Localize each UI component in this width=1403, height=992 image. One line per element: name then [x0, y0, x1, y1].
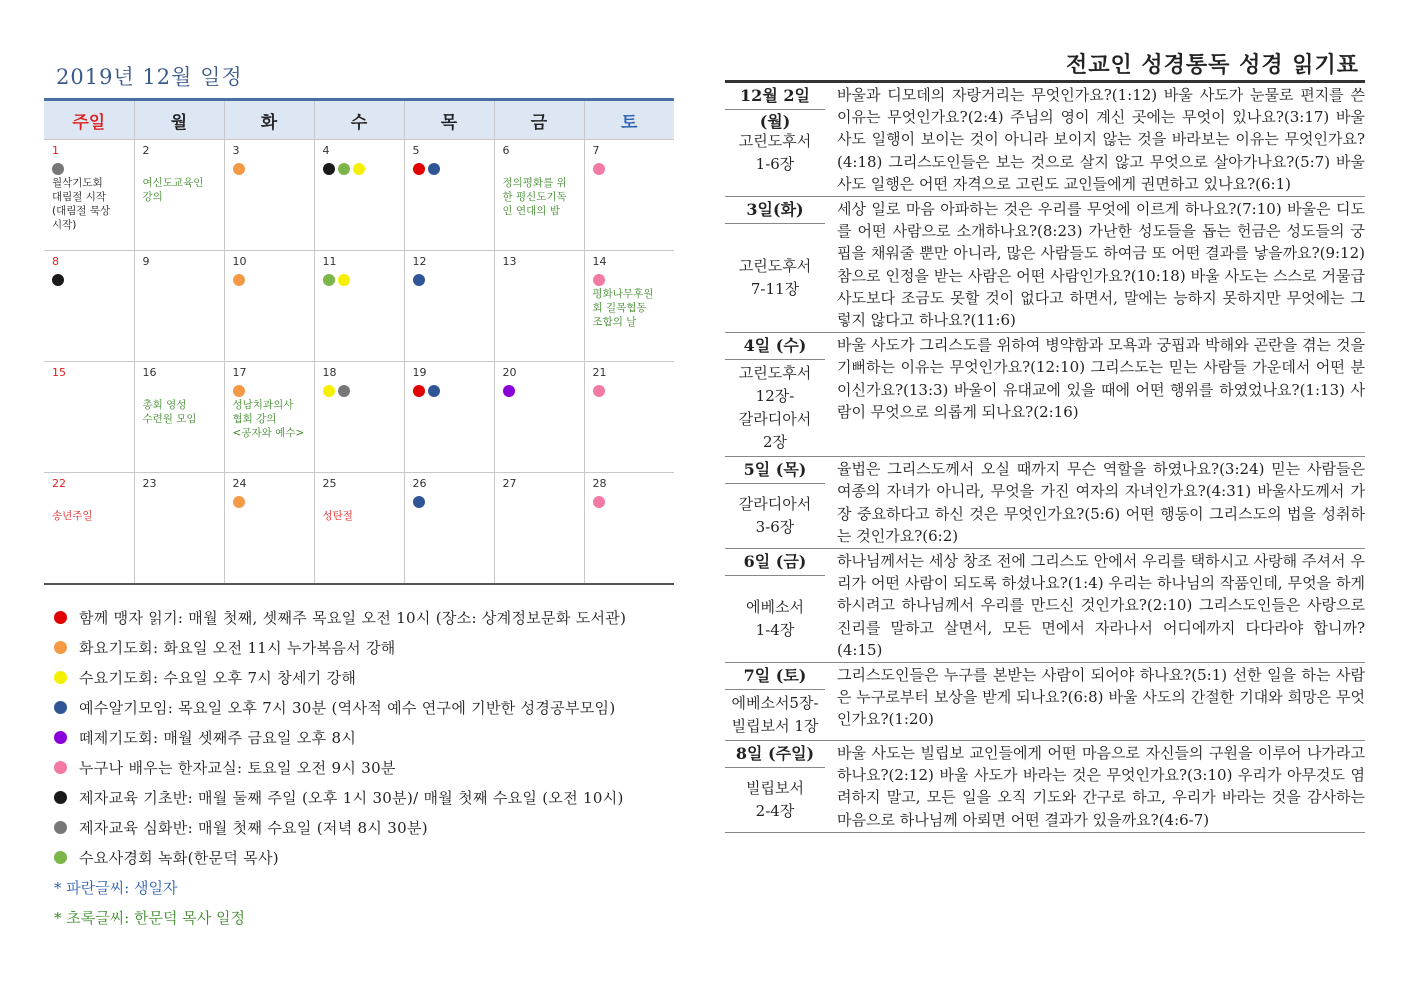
- day-number: 1: [52, 144, 59, 157]
- event-dot-purple: [503, 385, 515, 397]
- reading-entry-left: [725, 197, 825, 332]
- legend: [44, 603, 674, 933]
- calendar-day-cell: [314, 362, 404, 473]
- legend-item: [54, 663, 674, 693]
- calendar-day-cell: [404, 362, 494, 473]
- event-dots: [233, 493, 306, 507]
- day-number: 21: [592, 366, 607, 379]
- day-number: 19: [412, 366, 427, 379]
- legend-item: [54, 633, 674, 663]
- calendar-section: [44, 56, 674, 933]
- event-dots: [143, 271, 216, 285]
- reading-entry-left: [725, 457, 825, 548]
- legend-item: [54, 813, 674, 843]
- event-dots: [503, 382, 576, 396]
- calendar-week-row: [44, 362, 674, 473]
- weekday-header: 화: [224, 100, 314, 140]
- calendar-day-cell: [134, 473, 224, 584]
- event-dots: [323, 493, 396, 507]
- event-dot-pink: [593, 385, 605, 397]
- event-dots: [323, 160, 396, 174]
- calendar-day-cell: [224, 140, 314, 251]
- event-dot-pink: [593, 496, 605, 508]
- calendar-day-cell: [314, 140, 404, 251]
- legend-text: 떼제기도회: 매월 셋째주 금요일 오후 8시: [79, 729, 357, 747]
- legend-text: 예수알기모임: 목요일 오후 7시 30분 (역사적 예수 연구에 기반한 성경공부모임): [79, 699, 616, 717]
- calendar-day-cell: [224, 362, 314, 473]
- reading-questions: 세상 일로 마음 아파하는 것은 우리를 무엇에 이르게 하나요?(7:10) 바울은 디도를 어떤 사람으로 소개하나요?(8:23) 가난한 성도들을 돕는 헌금은 성도들의 궁핍을 채워줄 뿐만 아니라, 많은 사람들도 하여금 또 어떤 결과를 낳을까요?(9:12) 참으로 인정을 받는 사람은 어떤 사람인가요?(10:18) 바울 사도는 스스로 거물급 사도보다 조금도 못할 것이 없다고 하면서, 말에는 능하지 못하지만 무엇에는 그렇지 않다고 하나요?(11:6): [837, 200, 1365, 330]
- calendar-day-cell: [44, 473, 134, 584]
- reading-questions: 하나님께서는 세상 창조 전에 그리스도 안에서 우리를 택하시고 사랑해 주셔서 우리가 어떤 사람이 되도록 하셨나요?(1:4) 우리는 하나님의 작품인데, 무엇을 하게 하시려고 하나님께서 우리를 만드신 것인가요?(2:10) 그리스도인들은 사랑으로 진리를 말하고 살면서, 모든 면에서 자라나서 어디에까지 다다라야 합니까?(4:15): [837, 552, 1365, 659]
- calendar-day-cell: [584, 251, 674, 362]
- legend-text: 함께 맹자 읽기: 매월 첫째, 셋째주 목요일 오전 10시 (장소: 상계정보문화 도서관): [79, 609, 627, 627]
- weekday-header: 주일: [44, 100, 134, 140]
- calendar-day-cell: [494, 362, 584, 473]
- day-number: 13: [502, 255, 517, 268]
- legend-text: 화요기도회: 화요일 오전 11시 누가복음서 강해: [79, 639, 396, 657]
- day-number: 6: [502, 144, 510, 157]
- event-dots: [593, 493, 667, 507]
- calendar-body: [44, 140, 674, 584]
- calendar-day-cell: [134, 362, 224, 473]
- reading-entry-left: [725, 549, 825, 662]
- reading-entry: [725, 457, 1365, 549]
- event-dots: [593, 271, 667, 285]
- event-dots: [233, 160, 306, 174]
- legend-item: [54, 843, 674, 873]
- day-number: 7: [592, 144, 600, 157]
- weekday-header-row: [44, 100, 674, 140]
- legend-item: [54, 603, 674, 633]
- day-number: 5: [412, 144, 420, 157]
- reading-questions: 율법은 그리스도께서 오실 때까지 무슨 역할을 하였나요?(3:24) 믿는 사람들은 여종의 자녀가 아니라, 무엇을 가진 여자의 자녀인가요?(4:31) 바울사도께서 가장 중요하다고 하신 것은 무엇인가요?(5:6) 어떤 행동이 그리스도의 법을 성취하는 것인가요?(6:2): [837, 460, 1365, 545]
- day-number: 8: [52, 255, 59, 268]
- day-note: 송년주일: [52, 510, 93, 522]
- calendar-day-cell: [404, 140, 494, 251]
- event-dots: [52, 493, 126, 507]
- day-number: 3: [232, 144, 240, 157]
- event-dots: [143, 382, 216, 396]
- reading-title: 전교인 성경통독 성경 읽기표: [725, 50, 1365, 83]
- legend-dot-green: [54, 851, 67, 864]
- weekday-header: 수: [314, 100, 404, 140]
- event-dot-blue: [413, 274, 425, 286]
- calendar-day-cell: [404, 251, 494, 362]
- reading-date: 5일 (목): [725, 457, 825, 484]
- event-dots: [503, 493, 576, 507]
- event-dot-green: [323, 274, 335, 286]
- day-number: 17: [232, 366, 247, 379]
- calendar-day-cell: [44, 251, 134, 362]
- event-dot-black: [52, 274, 64, 286]
- reading-questions: 바울 사도가 그리스도를 위하여 병약함과 모욕과 궁핍과 박해와 곤란을 겪는 것을 기뻐하는 이유는 무엇인가요?(12:10) 그리스도는 믿는 사람들 가운데서 어떤 분이신가요?(13:3) 바울이 유대교에 있을 때에 어떤 행위를 하였었나요?(1:13) 사람이 무엇으로 의롭게 되나요?(2:16): [837, 336, 1365, 421]
- legend-note: * 파란글씨: 생일자: [54, 878, 178, 897]
- reading-entry: [725, 333, 1365, 457]
- calendar-day-cell: [494, 473, 584, 584]
- calendar-day-cell: [314, 251, 404, 362]
- day-number: 4: [322, 144, 330, 157]
- weekday-header: 월: [134, 100, 224, 140]
- day-number: 16: [142, 366, 157, 379]
- calendar-day-cell: [314, 473, 404, 584]
- calendar-day-cell: [44, 362, 134, 473]
- day-number: 26: [412, 477, 427, 490]
- reading-entry-left: [725, 741, 825, 832]
- day-note: 정의평화를 위 한 평신도기독 인 연대의 밤: [502, 177, 567, 217]
- reading-date: 4일 (수): [725, 333, 825, 360]
- reading-book: 에베소서 1-4장: [746, 598, 804, 640]
- event-dots: [503, 160, 576, 174]
- reading-book: 갈라디아서 3-6장: [738, 495, 812, 537]
- calendar-day-cell: [494, 251, 584, 362]
- reading-book: 에베소서5장- 빌립보서 1장: [731, 694, 819, 736]
- day-number: 18: [322, 366, 337, 379]
- event-dot-pink: [593, 274, 605, 286]
- legend-item: [54, 723, 674, 753]
- day-number: 27: [502, 477, 517, 490]
- event-dot-blue: [413, 496, 425, 508]
- reading-date: 8일 (주일): [725, 741, 825, 768]
- event-dot-blue: [428, 163, 440, 175]
- reading-entry: [725, 197, 1365, 333]
- legend-item: [54, 753, 674, 783]
- legend-item: [54, 783, 674, 813]
- event-dots: [593, 160, 667, 174]
- day-number: 22: [52, 477, 66, 490]
- event-dot-orange: [233, 274, 245, 286]
- legend-dot-red: [54, 611, 67, 624]
- reading-entry: [725, 741, 1365, 833]
- calendar-day-cell: [134, 140, 224, 251]
- event-dots: [413, 271, 486, 285]
- reading-questions: 그리스도인들은 누구를 본받는 사람이 되어야 하나요?(5:1) 선한 일을 하는 사람은 누구로부터 보상을 받게 되나요?(6:8) 바울 사도의 간절한 기대와 희망은 무엇인가요?(1:20): [837, 666, 1365, 729]
- reading-entry: [725, 83, 1365, 197]
- day-note: 평화나무후원 회 길목협동 조합의 날: [592, 288, 654, 328]
- day-note: 성남치과의사 협회 강의 <공자와 예수>: [232, 399, 305, 439]
- day-number: 11: [322, 255, 337, 268]
- event-dot-yellow: [353, 163, 365, 175]
- reading-date: 6일 (금): [725, 549, 825, 576]
- event-dots: [143, 493, 216, 507]
- legend-text: 수요기도회: 수요일 오후 7시 창세기 강해: [79, 669, 357, 687]
- event-dots: [413, 160, 486, 174]
- day-number: 10: [232, 255, 247, 268]
- event-dots: [52, 271, 126, 285]
- calendar-day-cell: [584, 140, 674, 251]
- event-dot-orange: [233, 385, 245, 397]
- event-dots: [52, 382, 126, 396]
- day-number: 9: [142, 255, 150, 268]
- legend-dot-yellow: [54, 671, 67, 684]
- day-number: 23: [142, 477, 157, 490]
- event-dot-black: [323, 163, 335, 175]
- calendar-day-cell: [44, 140, 134, 251]
- legend-dot-purple: [54, 731, 67, 744]
- calendar-day-cell: [584, 362, 674, 473]
- event-dot-green: [338, 163, 350, 175]
- legend-text: 제자교육 심화반: 매월 첫째 수요일 (저녁 8시 30분): [79, 819, 428, 837]
- event-dot-gray: [52, 163, 64, 175]
- event-dots: [52, 160, 126, 174]
- day-number: 24: [232, 477, 247, 490]
- day-number: 12: [412, 255, 427, 268]
- reading-date: 3일(화): [725, 197, 825, 224]
- reading-entries: [725, 83, 1365, 833]
- calendar-day-cell: [494, 140, 584, 251]
- event-dots: [233, 271, 306, 285]
- legend-dot-pink: [54, 761, 67, 774]
- day-number: 28: [592, 477, 607, 490]
- reading-entry: [725, 663, 1365, 741]
- event-dot-yellow: [338, 274, 350, 286]
- legend-dot-orange: [54, 641, 67, 654]
- reading-section: [725, 50, 1365, 833]
- calendar-week-row: [44, 140, 674, 251]
- event-dot-gray: [338, 385, 350, 397]
- event-dots: [413, 493, 486, 507]
- legend-dot-blue: [54, 701, 67, 714]
- calendar-day-cell: [224, 251, 314, 362]
- day-number: 20: [502, 366, 517, 379]
- day-number: 15: [52, 366, 66, 379]
- weekday-header: 목: [404, 100, 494, 140]
- day-note: 성탄절: [322, 510, 353, 522]
- legend-dot-black: [54, 791, 67, 804]
- event-dot-pink: [593, 163, 605, 175]
- calendar-day-cell: [404, 473, 494, 584]
- calendar-table: [44, 98, 674, 585]
- reading-book: 고린도후서 1-6장: [738, 132, 812, 173]
- weekday-header: 금: [494, 100, 584, 140]
- calendar-day-cell: [224, 473, 314, 584]
- legend-text: 누구나 배우는 한자교실: 토요일 오전 9시 30분: [79, 759, 396, 777]
- event-dot-yellow: [323, 385, 335, 397]
- event-dots: [323, 382, 396, 396]
- day-number: 25: [322, 477, 337, 490]
- event-dot-orange: [233, 496, 245, 508]
- calendar-title: 2019년 12월 일정: [56, 65, 243, 89]
- event-dot-orange: [233, 163, 245, 175]
- reading-questions: 바울과 디모데의 자랑거리는 무엇인가요?(1:12) 바울 사도가 눈물로 편지를 쓴 이유는 무엇인가요?(2:4) 주님의 영이 계신 곳에는 무엇이 있나요?(3:17) 바울 사도 일행이 보이는 것이 아니라 보이지 않는 것을 바라보는 이유는 무엇인가요?(4:18) 그리스도인들은 보는 것으로 살지 않고 무엇으로 살아가나요?(5:7) 바울 사도 일행은 어떤 자격으로 고린도 교인들에게 권면하고 있나요?(6:1): [837, 86, 1365, 193]
- legend-text: 수요사경회 녹화(한문덕 목사): [79, 849, 279, 867]
- calendar-week-row: [44, 251, 674, 362]
- event-dot-blue: [428, 385, 440, 397]
- reading-questions: 바울 사도는 빌립보 교인들에게 어떤 마음으로 자신들의 구원을 이루어 나가라고 하나요?(2:12) 바울 사도가 바라는 것은 무엇인가요?(3:10) 우리가 아무것도 염려하지 말고, 모든 일을 오직 기도와 간구로 하고, 우리가 바라는 것을 감사하는 마음으로 하나님께 아뢰면 어떤 결과가 있을까요?(4:6-7): [837, 744, 1365, 829]
- event-dots: [503, 271, 576, 285]
- day-number: 2: [142, 144, 150, 157]
- event-dots: [593, 382, 667, 396]
- reading-entry-left: [725, 663, 825, 740]
- day-note: 총회 영성 수련원 모임: [142, 399, 197, 425]
- weekday-header: 토: [584, 100, 674, 140]
- reading-book: 고린도후서 7-11장: [738, 257, 812, 299]
- reading-entry-left: [725, 333, 825, 456]
- reading-entry-left: [725, 83, 825, 196]
- legend-item: [54, 693, 674, 723]
- calendar-week-row: [44, 473, 674, 584]
- day-note: 월삭기도회 대림절 시작 (대림절 묵상 시작): [52, 177, 111, 231]
- reading-entry: [725, 549, 1365, 663]
- event-dots: [233, 382, 306, 396]
- legend-dot-gray: [54, 821, 67, 834]
- event-dots: [143, 160, 216, 174]
- event-dots: [413, 382, 486, 396]
- reading-date: 12월 2일(월): [725, 83, 825, 110]
- reading-date: 7일 (토): [725, 663, 825, 690]
- event-dot-red: [413, 385, 425, 397]
- legend-text: 제자교육 기초반: 매월 둘째 주일 (오후 1시 30분)/ 매월 첫째 수요일 (오전 10시): [79, 789, 624, 807]
- legend-note: * 초록글씨: 한문덕 목사 일정: [54, 908, 246, 927]
- calendar-day-cell: [134, 251, 224, 362]
- event-dots: [323, 271, 396, 285]
- calendar-day-cell: [584, 473, 674, 584]
- reading-book: 고린도후서 12장- 갈라디아서 2장: [738, 364, 812, 452]
- day-number: 14: [592, 255, 607, 268]
- day-note: 여신도교육인 강의: [142, 177, 204, 203]
- event-dot-red: [413, 163, 425, 175]
- reading-book: 빌립보서 2-4장: [746, 778, 804, 820]
